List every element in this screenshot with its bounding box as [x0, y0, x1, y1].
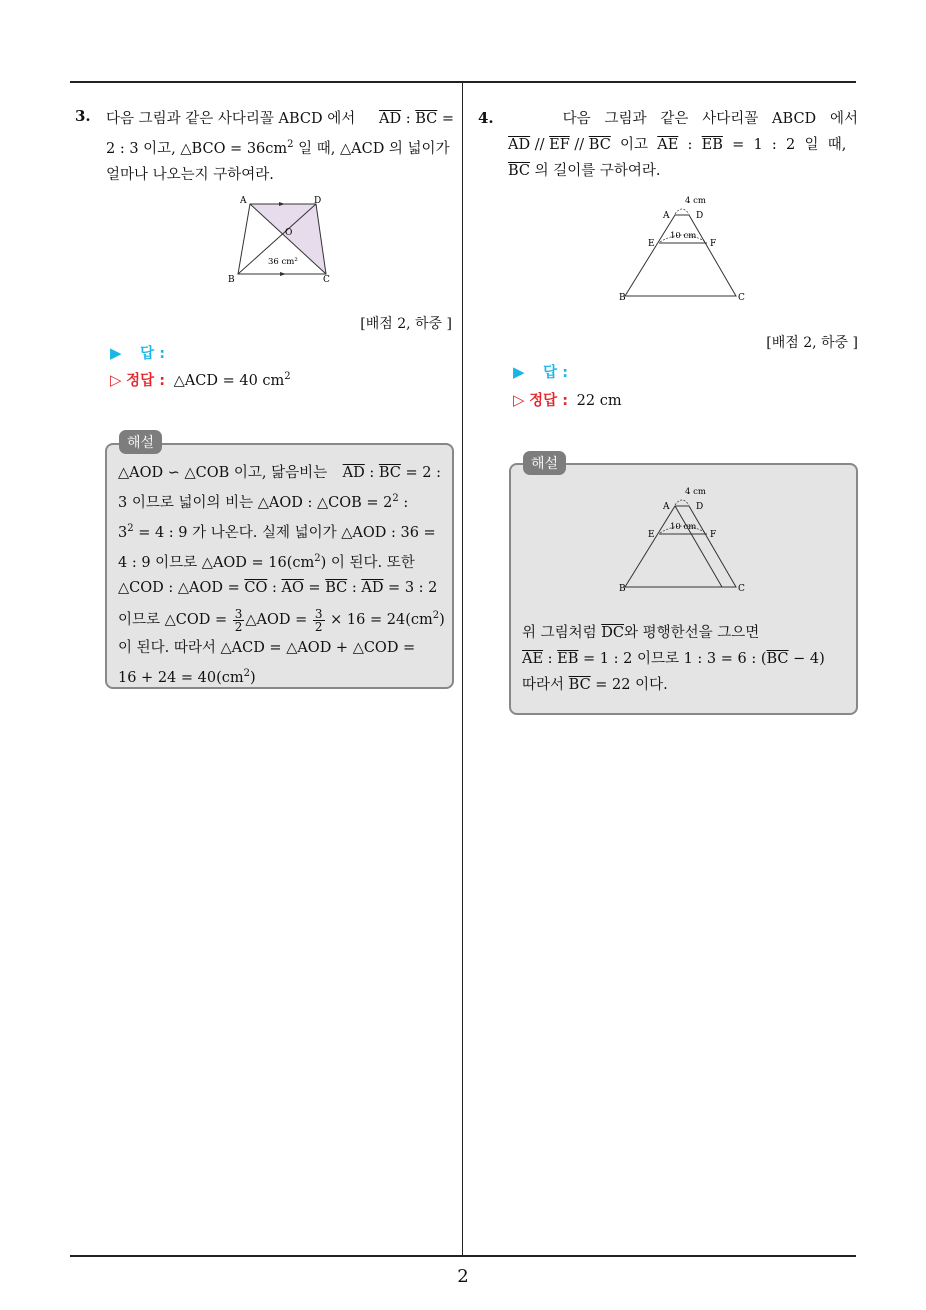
label-f: F [710, 530, 717, 540]
text: × 16 = 24(cm [325, 612, 433, 629]
text: 이므로 △COD = [118, 612, 232, 629]
parallel-arrow-bottom [280, 272, 286, 276]
question-number: 4. [478, 109, 494, 127]
question-line [508, 158, 858, 184]
text: : [364, 465, 379, 481]
label-top: 4 cm [685, 196, 706, 206]
segment: $\overline{BC}$ [378, 465, 401, 481]
label-mid: 10 cm [670, 231, 697, 241]
text: = [303, 580, 326, 597]
question-text [106, 106, 454, 188]
text: : [347, 580, 362, 597]
segment: $\overline{AO}$ [281, 580, 304, 597]
text: △ACD = 40 cm [173, 373, 285, 389]
label-area: 36 cm² [268, 257, 298, 267]
text: △COD : △AOD = [118, 580, 245, 597]
label-mid: 10 cm [670, 522, 697, 532]
text: 위 그림처럼 [522, 625, 602, 641]
solution-line [118, 486, 441, 516]
correct-label: 정답 : [126, 373, 166, 389]
brace-top [675, 500, 689, 505]
text: : [678, 137, 702, 153]
label-a: A [663, 502, 670, 512]
label-b: B [619, 584, 626, 594]
triangle-outline-icon: ▷ [513, 391, 525, 409]
correct-answer-row [110, 369, 291, 390]
solution-line [118, 601, 445, 635]
trapezoid-outline [625, 506, 736, 587]
text: ) 이 된다. 또한 [320, 554, 415, 571]
label-d: D [696, 211, 704, 221]
solution-line [118, 460, 441, 486]
solution-line [118, 546, 441, 576]
solution-line [118, 575, 441, 601]
solution-line [522, 646, 845, 672]
segment: $\overline{BC}$ [415, 111, 438, 127]
text: = 4 : 9 가 나온다. 실제 넓이가 △AOD : 36 = [133, 524, 436, 541]
label-f: F [710, 239, 717, 249]
segment: $\overline{AD}$ [361, 580, 384, 597]
text: ) [439, 612, 445, 629]
correct-value: 22 cm [576, 393, 622, 409]
solution-line: 이 된다. 따라서 △ACD = △AOD + △COD = [118, 640, 416, 657]
question-line [508, 132, 858, 158]
numerator: 3 [314, 606, 323, 621]
segment: $\overline{CO}$ [244, 580, 268, 597]
text: = 1 : 2 이므로 1 : 3 = 6 : ( [578, 651, 767, 667]
question-line: 얼마나 나오는지 구하여라. [106, 166, 274, 183]
numerator: 3 [234, 606, 243, 621]
segment: $\overline{AE}$ [657, 137, 679, 153]
solution-tag: 해설 [119, 430, 162, 454]
text: 4 : 9 이므로 △AOD = 16(cm [118, 554, 315, 571]
score-info: [배점 2, 하중 ] [766, 335, 858, 351]
text: 다음 그림과 같은 사다리꼴 ABCD 에서 [106, 111, 360, 127]
solution-line [522, 620, 845, 646]
label-e: E [648, 239, 655, 249]
correct-answer-row [513, 389, 622, 410]
superscript: 2 [127, 522, 134, 534]
fraction [313, 608, 325, 633]
solution-tag: 해설 [523, 451, 566, 475]
text: // [530, 137, 550, 153]
segment: $\overline{AD}$ [508, 137, 531, 153]
superscript: 2 [392, 493, 399, 504]
text: = 3 : 2 [383, 580, 438, 597]
text: : [398, 494, 409, 511]
fraction [233, 608, 245, 633]
score-info: [배점 2, 하중 ] [360, 316, 452, 332]
correct-value [174, 373, 291, 389]
text: 와 평행한선을 그으면 [624, 625, 760, 641]
brace-top [675, 209, 689, 214]
solution-text [118, 460, 445, 691]
text: 이고 [610, 137, 658, 153]
segment: $\overline{BC}$ [766, 651, 789, 667]
column-divider [462, 81, 463, 1256]
text: 3 [118, 524, 128, 541]
text: 의 길이를 구하여라. [530, 163, 661, 179]
segment: $\overline{AD}$ [342, 465, 365, 481]
parallel-to-dc [675, 506, 722, 587]
play-icon: ▶ [513, 363, 525, 381]
superscript: 2 [314, 552, 321, 564]
label-c: C [738, 293, 745, 303]
label-d: D [314, 196, 322, 206]
answer-row [110, 342, 165, 363]
correct-label: 정답 : [529, 393, 569, 409]
denominator: 2 [234, 619, 243, 634]
text: ) [250, 670, 256, 687]
trapezoid-figure [615, 192, 750, 304]
solution-figure [615, 483, 750, 595]
segment: $\overline{AD}$ [378, 111, 402, 127]
segment: $\overline{EB}$ [557, 651, 579, 667]
solution-text [522, 620, 845, 698]
segment: $\overline{BC}$ [508, 163, 531, 179]
text: = 22 이다. [590, 677, 668, 693]
answer-label: 답 : [543, 365, 569, 381]
label-b: B [619, 293, 626, 303]
denominator: 2 [314, 619, 323, 634]
trapezoid-outline [625, 215, 736, 296]
solution-line [118, 661, 441, 691]
superscript: 2 [432, 610, 440, 622]
bottom-rule [70, 1255, 856, 1257]
text: = 1 : 2 일 때, [722, 137, 847, 153]
text: 3 이므로 넓이의 비는 △AOD : △COB = 2 [118, 494, 393, 511]
superscript: 2 [284, 371, 291, 383]
trapezoid-figure [224, 192, 336, 286]
superscript: 2 [243, 668, 250, 680]
question-line [106, 132, 454, 162]
label-c: C [323, 275, 330, 285]
text: △AOD ∽ △COB 이고, 닮음비는 [118, 465, 332, 481]
text: − 4) [788, 651, 825, 667]
segment: $\overline{BC}$ [588, 137, 611, 153]
superscript: 2 [287, 139, 294, 150]
text: 따라서 [522, 677, 569, 693]
play-icon: ▶ [110, 344, 122, 362]
label-b: B [228, 275, 235, 285]
text: = [437, 111, 454, 127]
text: : [543, 651, 558, 667]
label-a: A [663, 211, 670, 221]
text: : [401, 111, 416, 127]
segment: $\overline{BC}$ [325, 580, 348, 597]
answer-row [513, 361, 568, 382]
page-number: 2 [457, 1266, 469, 1287]
question-number: 3. [75, 107, 91, 125]
triangle-outline-icon: ▷ [110, 371, 122, 389]
solution-line [118, 516, 441, 546]
text: △AOD = [245, 612, 312, 629]
text: : [267, 580, 282, 597]
text: 일 때, △ACD 의 넓이가 [293, 140, 450, 157]
segment: $\overline{EF}$ [549, 137, 570, 153]
answer-label: 답 : [140, 346, 166, 362]
text: 16 + 24 = 40(cm [118, 670, 244, 687]
question-text [508, 106, 858, 184]
text: = 2 : [400, 465, 441, 481]
label-d: D [696, 502, 704, 512]
label-c: C [738, 584, 745, 594]
solution-line [522, 672, 845, 698]
segment: $\overline{AE}$ [522, 651, 544, 667]
top-rule [70, 81, 856, 83]
text: 2 : 3 이고, △BCO = 36cm [106, 140, 288, 157]
question-line [106, 106, 454, 132]
label-o: O [285, 228, 293, 238]
label-top: 4 cm [685, 487, 706, 497]
label-a: A [240, 196, 247, 206]
label-e: E [648, 530, 655, 540]
segment: $\overline{DC}$ [601, 625, 624, 641]
text: // [569, 137, 589, 153]
segment: $\overline{EB}$ [701, 137, 723, 153]
segment: $\overline{BC}$ [568, 677, 591, 693]
question-line: 다음 그림과 같은 사다리꼴 ABCD 에서 [562, 111, 858, 127]
